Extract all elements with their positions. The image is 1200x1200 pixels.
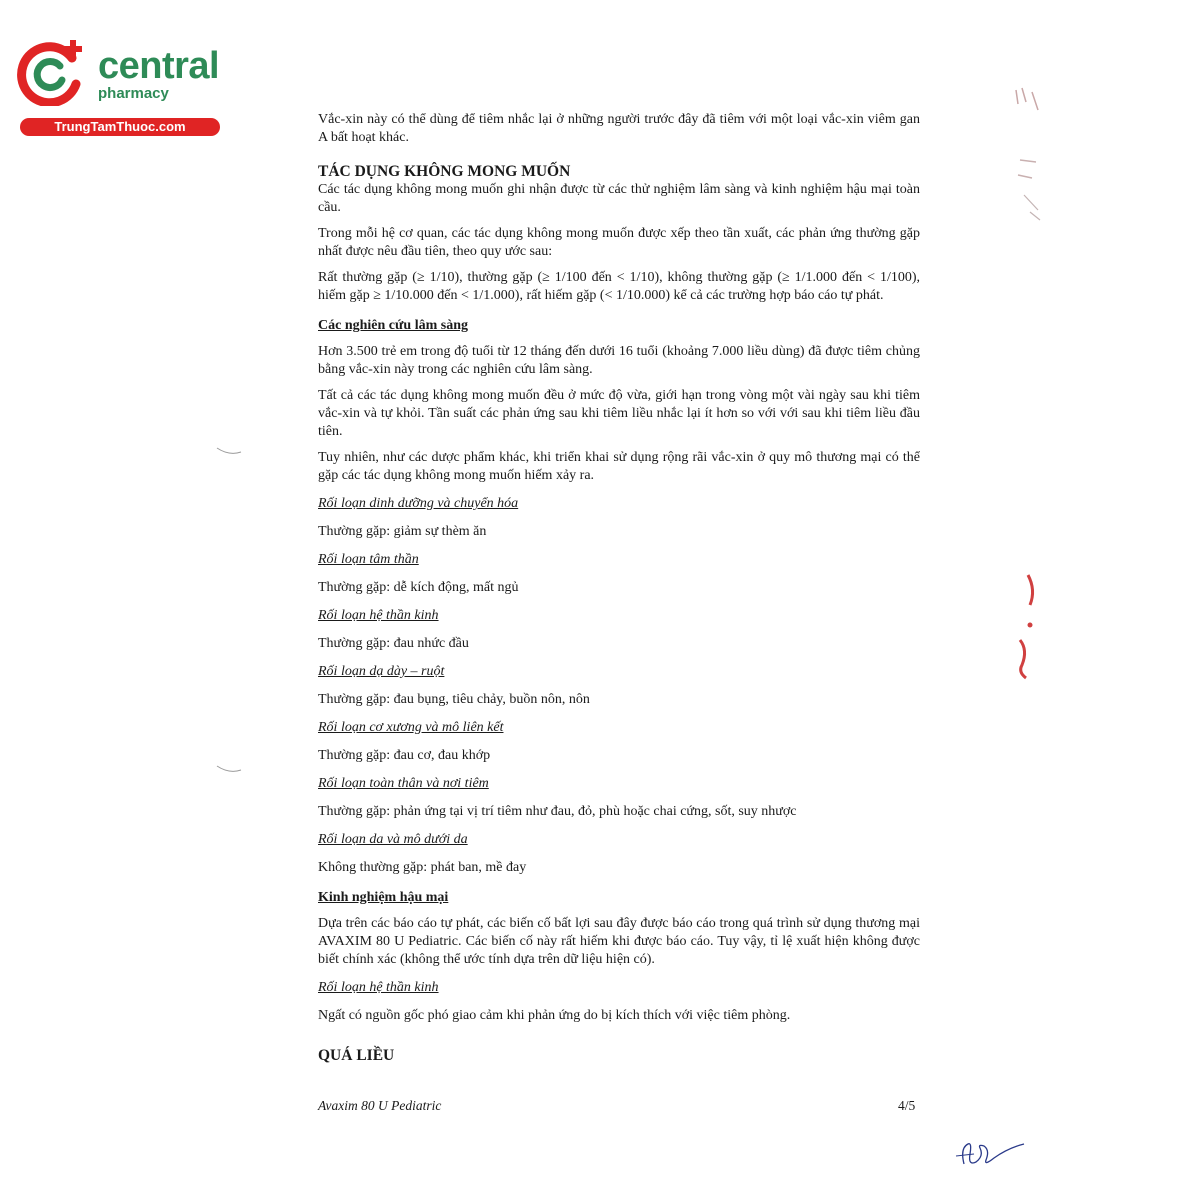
overdose-heading: QUÁ LIỀU [318, 1047, 395, 1064]
category-heading: Rối loạn toàn thân và nơi tiêm [318, 776, 489, 791]
category-heading: Rối loạn hệ thần kinh [318, 980, 439, 995]
category-heading: Rối loạn da và mô dưới da [318, 832, 468, 847]
clinical-paragraph: Tất cả các tác dụng không mong muốn đều ở mức độ vừa, giới hạn trong vòng một vài ngày sau khi tiêm vắc-xin và tự khỏi. Tần suất các phản ứng sau khi tiêm liều nhắc lại ít hơn so với với sau khi tiêm liều đầu tiên. [318, 388, 920, 439]
logo-site-badge: TrungTamThuoc.com [20, 118, 220, 136]
category-heading: Rối loạn cơ xương và mô liên kết [318, 720, 504, 735]
category-text: Thường gặp: đau cơ, đau khớp [318, 748, 491, 763]
clinical-studies-heading: Các nghiên cứu lâm sàng [318, 318, 468, 333]
brand-logo [10, 36, 220, 136]
category-heading: Rối loạn dinh dưỡng và chuyển hóa [318, 496, 519, 511]
postmarket-paragraph: Dựa trên các báo cáo tự phát, các biến cố bất lợi sau đây được báo cáo trong quá trình sử dụng thương mại AVAXIM 80 U Pediatric. Các biến cố này rất hiếm khi được báo cáo. Tuy vậy, tỉ lệ xuất hiện không được biết chính xác (không thể ước tính dựa trên dữ liệu hiện có). [318, 916, 920, 967]
logo-sub-text: pharmacy [98, 85, 169, 102]
postmarket-heading: Kinh nghiệm hậu mại [318, 890, 449, 905]
category-text: Thường gặp: phản ứng tại vị trí tiêm như đau, đỏ, phù hoặc chai cứng, sốt, suy nhược [318, 804, 797, 819]
adverse-paragraph: Trong mỗi hệ cơ quan, các tác dụng không mong muốn được xếp theo tần xuất, các phản ứng thường gặp nhất được nêu đầu tiên, theo quy ước sau: [318, 226, 920, 259]
stamp-fragment-marks [1010, 570, 1040, 680]
clinical-paragraph: Tuy nhiên, như các dược phẩm khác, khi triển khai sử dụng rộng rãi vắc-xin ở quy mô thương mại có thể gặp các tác dụng không mong muốn hiếm xảy ra. [318, 450, 920, 483]
scan-artifact-marks [1010, 80, 1050, 230]
category-text: Không thường gặp: phát ban, mề đay [318, 860, 527, 875]
category-text: Thường gặp: dễ kích động, mất ngủ [318, 580, 519, 595]
punch-mark [216, 764, 242, 774]
category-text: Thường gặp: đau nhức đầu [318, 636, 469, 651]
category-text: Thường gặp: giảm sự thèm ăn [318, 524, 487, 539]
clinical-paragraph: Hơn 3.500 trẻ em trong độ tuổi từ 12 tháng đến dưới 16 tuổi (khoảng 7.000 liều dùng) đã được tiêm chủng bằng vắc-xin này trong các nghiên cứu lâm sàng. [318, 344, 920, 377]
category-heading: Rối loạn tâm thần [318, 552, 419, 567]
category-heading: Rối loạn dạ dày – ruột [318, 664, 445, 679]
punch-mark [216, 446, 242, 456]
footer-page-number: 4/5 [898, 1098, 916, 1113]
central-pharmacy-logo-icon [10, 36, 90, 106]
signature-icon [950, 1134, 1030, 1174]
category-text: Ngất có nguồn gốc phó giao cảm khi phản ứng do bị kích thích với việc tiêm phòng. [318, 1008, 791, 1023]
logo-brand-text: central [98, 45, 220, 87]
adverse-effects-heading: TÁC DỤNG KHÔNG MONG MUỐN [318, 163, 571, 180]
category-text: Thường gặp: đau bụng, tiêu chảy, buồn nôn, nôn [318, 692, 590, 707]
document-body [318, 111, 920, 1065]
adverse-paragraph: Các tác dụng không mong muốn ghi nhận được từ các thử nghiệm lâm sàng và kinh nghiệm hậu mại toàn cầu. [318, 182, 920, 215]
intro-paragraph: Vắc-xin này có thể dùng để tiêm nhắc lại ở những người trước đây đã tiêm với một loại vắc-xin viêm gan A bất hoạt khác. [318, 112, 920, 145]
category-heading: Rối loạn hệ thần kinh [318, 608, 439, 623]
adverse-paragraph: Rất thường gặp (≥ 1/10), thường gặp (≥ 1/100 đến < 1/10), không thường gặp (≥ 1/1.000 đến < 1/100), hiếm gặp ≥ 1/10.000 đến < 1/1.000), rất hiếm gặp (< 1/10.000) kể cả các trường hợp báo cáo tự phát. [318, 270, 920, 303]
footer-product-name: Avaxim 80 U Pediatric [318, 1098, 442, 1113]
